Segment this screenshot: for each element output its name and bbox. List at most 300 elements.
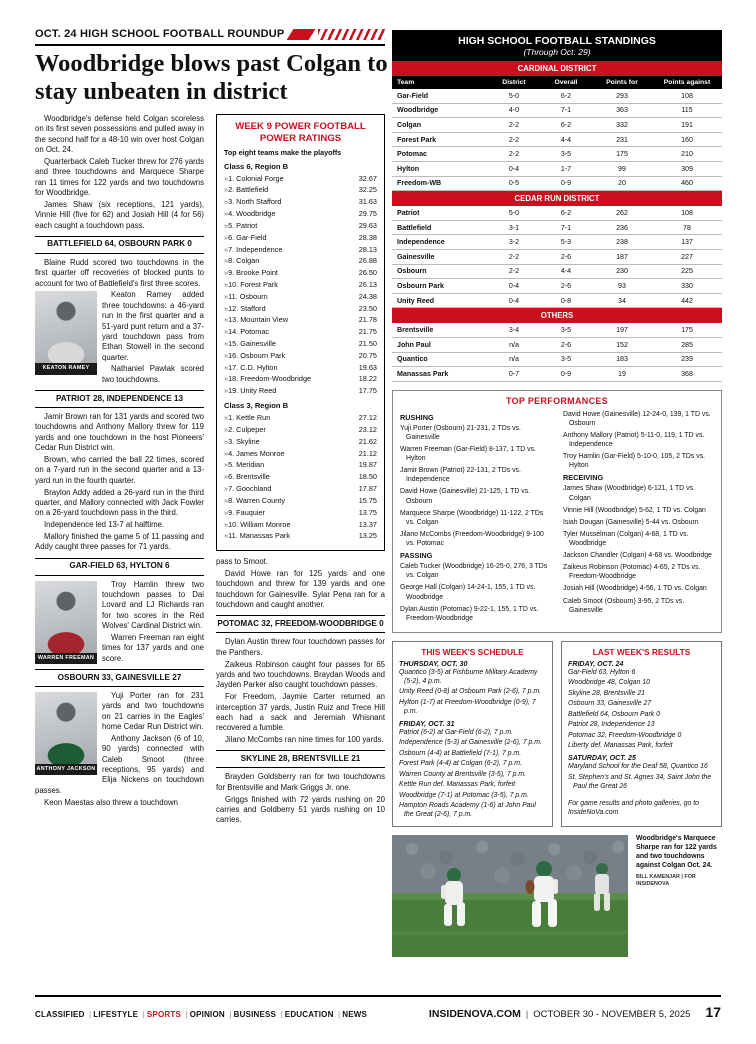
rating-team: » 6. Brentsville <box>224 471 270 483</box>
red-stripe-icon <box>287 29 316 40</box>
standings-row <box>392 103 722 118</box>
footer-nav-opinion[interactable]: OPINION | <box>190 1010 232 1019</box>
stat-value: 34 <box>592 293 652 308</box>
stat-value: 3-4 <box>488 323 540 337</box>
stat-value: 175 <box>652 323 722 337</box>
article-column-2 <box>216 114 385 982</box>
power-ratings-subtitle: Top eight teams make the playoffs <box>224 148 342 157</box>
rating-team: » 5. Meridian <box>224 459 264 471</box>
stat-value: 0-4 <box>488 161 540 176</box>
stat-value: 0-4 <box>488 279 540 294</box>
rating-row <box>224 208 377 220</box>
rating-row <box>224 255 377 267</box>
stat-value: 6-2 <box>540 206 592 220</box>
district-bar-row <box>392 191 722 207</box>
results-note: For game results and photo galleries, go to InsideNoVa.com <box>568 799 699 816</box>
rating-team: » 1. Kettle Run <box>224 412 270 424</box>
rating-row <box>224 184 377 196</box>
team-name: Freedom-WB <box>392 176 488 191</box>
rating-value: 28.38 <box>358 232 377 242</box>
rating-row <box>224 196 377 208</box>
stat-value: n/a <box>488 337 540 352</box>
headshot <box>35 581 97 664</box>
standings-row <box>392 264 722 279</box>
stat-value: 262 <box>592 206 652 220</box>
standings-row <box>392 89 722 103</box>
rating-team: » 12. Stafford <box>224 303 266 315</box>
diagonal-stripes-icon <box>318 29 385 40</box>
kicker-text: OCT. 24 HIGH SCHOOL FOOTBALL ROUNDUP <box>35 28 285 40</box>
standings-row <box>392 235 722 250</box>
footer-site[interactable]: INSIDENOVA.COM <box>428 1008 521 1020</box>
performance-entry: Vinnie Hill (Woodbridge) 5-62, 1 TD vs. Colgan <box>563 506 706 514</box>
day-heading: THURSDAY, OCT. 30 <box>399 659 468 668</box>
stat-value: 4-4 <box>540 264 592 279</box>
stat-value: 1-7 <box>540 161 592 176</box>
standings-row <box>392 132 722 147</box>
article-paragraph: Troy Hamlin threw two touchdown passes to Dai Lovard and LJ Richards ran for two scores in the Red Wolves' Cardinal District win. <box>102 579 204 631</box>
article-paragraph: Keon Maestas also threw a touchdown <box>44 797 178 807</box>
stat-value: 332 <box>592 118 652 133</box>
stat-value: 460 <box>652 176 722 191</box>
performance-category: RECEIVING <box>563 473 604 483</box>
article-paragraph: Jilano McCombs ran nine times for 100 yards. <box>225 735 384 745</box>
article-column-2-text <box>216 557 385 826</box>
rating-team: » 5. Patriot <box>224 220 257 232</box>
performance-entry: Troy Hamlin (Gar-Field) 5-10-0, 105, 2 TDs vs. Hylton <box>563 453 706 470</box>
stat-value: 236 <box>592 220 652 235</box>
team-name: Hylton <box>392 161 488 176</box>
rating-value: 31.63 <box>358 197 377 207</box>
game-line: St. Stephen's and St. Agnes 34, Saint John the Paul the Great 26 <box>568 773 712 790</box>
rating-row <box>224 424 377 436</box>
standings-row <box>392 176 722 191</box>
stat-value: 160 <box>652 132 722 147</box>
rating-value: 21.78 <box>358 315 377 325</box>
stat-value: 239 <box>652 352 722 367</box>
standings-column-header: Points for <box>592 76 652 89</box>
stat-value: 0-7 <box>488 367 540 382</box>
rating-value: 21.62 <box>358 436 377 446</box>
stat-value: 99 <box>592 161 652 176</box>
game-line: Hampton Roads Academy (1-6) at John Paul the Great (2-6), 7 p.m. <box>399 802 536 818</box>
stat-value: 0-9 <box>540 176 592 191</box>
section-heading: POTOMAC 32, FREEDOM-WOODBRIDGE 0 <box>216 615 385 633</box>
game-line: Patriot 28, Independence 13 <box>568 721 655 729</box>
game-line: Liberty def. Manassas Park, forfeit <box>568 742 673 750</box>
performances-column-right <box>563 410 714 626</box>
standings-section <box>392 30 722 382</box>
standings-column-header: Overall <box>540 76 592 89</box>
stat-value: 115 <box>652 103 722 118</box>
stat-value: 137 <box>652 235 722 250</box>
footer-nav-education[interactable]: EDUCATION | <box>285 1010 340 1019</box>
stat-value: 210 <box>652 147 722 162</box>
article-paragraph: For Freedom, Jaymie Carter returned an interception 37 yards, Justin Ruiz and Trece Hill each had a sack and Jeremiah Whisnant recovered a fumble. <box>216 692 385 733</box>
section-heading: SKYLINE 28, BRENTSVILLE 21 <box>216 750 385 768</box>
rating-team: » 7. Goochland <box>224 483 271 495</box>
rating-team: » 1. Colonial Forge <box>224 173 284 185</box>
article-paragraph: Yuji Porter ran for 231 yards and two touchdowns on 21 carries in the Eagles' home Cedar Run District win. <box>102 690 204 732</box>
day-heading: FRIDAY, OCT. 24 <box>568 659 624 668</box>
player-photo <box>35 581 97 653</box>
team-name: Unity Reed <box>392 293 488 308</box>
stat-value: 2-6 <box>540 279 592 294</box>
rating-value: 13.37 <box>358 519 377 529</box>
stat-value: 6-2 <box>540 89 592 103</box>
rating-value: 18.22 <box>358 374 377 384</box>
article-paragraph: James Shaw (six receptions, 121 yards), Vinnie Hill (five for 62) and Josiah Hill (4 for 56) each caught a touchdown pass. <box>35 199 204 230</box>
performance-entry: Jilano McCombs (Freedom-Woodbridge) 9-100 vs. Potomac <box>400 530 544 548</box>
stat-value: 285 <box>652 337 722 352</box>
game-line: Quantico (3-5) at Fishburne Military Academy (5-2), 4 p.m. <box>399 668 538 685</box>
article-paragraph: Brown, who carried the ball 22 times, scored on a 7-yard run in the second quarter and a 13-yard run in the fourth quarter. <box>35 455 204 485</box>
game-line: Woodbridge 48, Colgan 10 <box>568 679 650 687</box>
game-line: Skyline 28, Brentsville 21 <box>568 689 645 697</box>
rating-value: 32.67 <box>358 173 377 183</box>
stat-value: 108 <box>652 89 722 103</box>
rating-value: 21.75 <box>358 327 377 337</box>
kicker <box>35 28 385 46</box>
rating-value: 21.12 <box>358 448 377 458</box>
headshot-caption: WARREN FREEMAN <box>35 653 97 664</box>
team-name: Osbourn Park <box>392 279 488 294</box>
rating-value: 21.50 <box>358 339 377 349</box>
team-name: Manassas Park <box>392 367 488 382</box>
article-paragraph: Braylon Addy added a 26-yard run in the third quarter, and Mallory connected with Jack Fowler on a 26-yard touchdown pass in the third. <box>35 487 204 518</box>
district-bar: CARDINAL DISTRICT <box>392 61 722 76</box>
ratings-group-label: Class 6, Region B <box>224 161 289 171</box>
stat-value: 368 <box>652 367 722 382</box>
rating-row <box>224 471 377 483</box>
footer-separator: | <box>525 1009 529 1019</box>
performance-entry: Anthony Mallory (Patriot) 5-11-0, 119, 1 TD vs. Independence <box>563 431 705 449</box>
rating-value: 15.75 <box>358 495 377 505</box>
article-paragraph: Nathaniel Pawlak scored two touchdowns. <box>102 364 204 384</box>
footer <box>35 995 721 1020</box>
section-heading: BATTLEFIELD 64, OSBOURN PARK 0 <box>35 236 204 254</box>
rating-team: » 17. C.D. Hylton <box>224 362 278 374</box>
article-paragraph: Dylan Austin threw four touchdown passes for the Panthers. <box>216 637 385 657</box>
article-paragraph: David Howe ran for 125 yards and one touchdown and threw for 139 yards and one touchdown for Gainesville. Sylar Pena ran for a touchdown and caught another. <box>216 569 385 610</box>
game-line: Patriot (6-2) at Gar-Field (6-2), 7 p.m. <box>399 728 513 736</box>
performance-entry: Marquece Sharpe (Woodbridge) 11-122, 2 TDs vs. Colgan <box>400 509 544 526</box>
rating-team: » 10. Forest Park <box>224 279 278 291</box>
stat-value: 225 <box>652 264 722 279</box>
standings-row <box>392 367 722 382</box>
stat-value: 5-0 <box>488 89 540 103</box>
results-box <box>561 641 722 828</box>
player-photo <box>35 291 97 363</box>
rating-value: 13.75 <box>358 507 377 517</box>
rating-value: 13.25 <box>358 531 377 541</box>
stat-value: 4-4 <box>540 132 592 147</box>
stat-value: 0-9 <box>540 367 592 382</box>
rating-value: 26.88 <box>358 256 377 266</box>
rating-team: » 2. Battlefield <box>224 184 268 196</box>
standings-row <box>392 118 722 133</box>
game-line: Battlefield 64, Osbourn Park 0 <box>568 710 660 718</box>
stat-value: 7-1 <box>540 220 592 235</box>
performance-entry: Warren Freeman (Gar-Field) 8-137, 1 TD vs. Hylton <box>400 446 536 463</box>
stat-value: 175 <box>592 147 652 162</box>
article-paragraph: Griggs finished with 72 yards rushing on 20 carries and Goldberry 51 yards rushing on 10 carries. <box>216 794 385 825</box>
rating-row <box>224 267 377 279</box>
schedule-title: THIS WEEK'S SCHEDULE <box>421 646 524 657</box>
stat-value: 187 <box>592 249 652 264</box>
footer-right <box>429 1004 721 1020</box>
rating-team: » 10. William Monroe <box>224 519 291 531</box>
power-ratings-box <box>216 114 385 551</box>
stat-value: 363 <box>592 103 652 118</box>
rating-row <box>224 448 377 460</box>
standings-row <box>392 279 722 294</box>
standings-column-header: Team <box>392 76 488 89</box>
team-name: Forest Park <box>392 132 488 147</box>
rating-value: 29.75 <box>358 209 377 219</box>
rating-value: 23.50 <box>358 303 377 313</box>
article-column-1 <box>35 114 204 982</box>
game-line: Forest Park (4-4) at Colgan (6-2), 7 p.m. <box>399 760 522 768</box>
stat-value: 93 <box>592 279 652 294</box>
rating-row <box>224 220 377 232</box>
stat-value: 2-2 <box>488 147 540 162</box>
article-paragraph: Zaikeus Robinson caught four passes for 65 yards and two touchdowns. Braydan Woods and Jayden Parker also caught touchdown passes. <box>216 659 385 690</box>
stat-value: 227 <box>652 249 722 264</box>
footer-date: OCTOBER 30 - NOVEMBER 5, 2025 <box>533 1009 691 1020</box>
performance-entry: Josiah Hill (Woodbridge) 4-56, 1 TD vs. Colgan <box>563 585 707 593</box>
rating-team: » 14. Potomac <box>224 326 269 338</box>
game-line: Warren County at Brentsville (3-5), 7 p.m. <box>399 770 527 778</box>
rating-row <box>224 483 377 495</box>
stat-value: 2-6 <box>540 337 592 352</box>
game-line: Osbourn (4-4) at Battlefield (7-1), 7 p.m. <box>399 749 522 757</box>
article-paragraph: pass to Smoot. <box>216 557 269 567</box>
rating-value: 24.38 <box>358 291 377 301</box>
performance-entry: Isiah Dougan (Gainesville) 5-44 vs. Osbourn <box>563 518 699 526</box>
rating-row <box>224 314 377 326</box>
game-line: Potomac 32, Freedom-Woodbridge 0 <box>568 731 682 739</box>
rating-value: 26.13 <box>358 279 377 289</box>
team-name: Osbourn <box>392 264 488 279</box>
rating-team: » 11. Osbourn <box>224 291 268 303</box>
stat-value: 3-1 <box>488 220 540 235</box>
section-heading: PATRIOT 28, INDEPENDENCE 13 <box>35 390 204 408</box>
performance-entry: Yuji Porter (Osbourn) 21-231, 2 TDs vs. Gainesville <box>400 424 521 441</box>
stat-value: 3-5 <box>540 352 592 367</box>
photo-row <box>392 835 722 957</box>
section-heading: OSBOURN 33, GAINESVILLE 27 <box>35 669 204 687</box>
performance-entry: David Howe (Gainesville) 21-125, 1 TD vs. Osbourn <box>400 488 531 505</box>
rating-team: » 4. James Monroe <box>224 448 284 460</box>
district-bar-row <box>392 61 722 76</box>
standings-subtitle: (Through Oct. 29) <box>523 47 591 57</box>
game-line: Woodbridge (7-1) at Potomac (3-5), 7 p.m. <box>399 791 529 799</box>
game-line: Kettle Run def. Manassas Park, forfeit <box>399 781 516 789</box>
game-line: Independence (5-3) at Gainesville (2-6), 7 p.m. <box>399 739 542 747</box>
rating-row <box>224 385 377 397</box>
rating-value: 28.13 <box>358 244 377 254</box>
article-paragraph: Quarterback Caleb Tucker threw for 276 yards and three touchdowns and Marquece Sharpe ran 11 times for 122 yards and two touchdowns for Woodbridge. <box>35 156 204 198</box>
team-name: Woodbridge <box>392 103 488 118</box>
rating-value: 27.12 <box>358 413 377 423</box>
standings-table <box>392 61 722 382</box>
power-ratings-list <box>224 162 377 543</box>
rating-row <box>224 362 377 374</box>
stat-value: 0-8 <box>540 293 592 308</box>
article-paragraph: Jamir Brown ran for 131 yards and scored two touchdowns and Anthony Mallory threw for 119 yards and one touchdown in the host Pioneers' Cedar Run District win. <box>35 412 204 453</box>
rating-row <box>224 303 377 315</box>
rating-value: 17.87 <box>358 484 377 494</box>
schedule-list <box>399 660 546 820</box>
performance-entry: George Hall (Colgan) 14-24-1, 155, 1 TD vs. Woodbridge <box>400 584 536 601</box>
stat-value: 108 <box>652 206 722 220</box>
game-line: Gar-Field 63, Hylton 6 <box>568 668 636 676</box>
performance-category: PASSING <box>400 551 433 561</box>
game-line: Unity Reed (0-8) at Osbourn Park (2-6), 7 p.m. <box>399 688 542 696</box>
stat-value: 309 <box>652 161 722 176</box>
page-number: 17 <box>705 1004 721 1020</box>
performance-entry: Jackson Chandler (Colgan) 4-68 vs. Woodbridge <box>563 552 712 560</box>
stat-value: 0-4 <box>488 293 540 308</box>
stat-value: 7-1 <box>540 103 592 118</box>
schedule-box <box>392 641 553 828</box>
stat-value: 3-2 <box>488 235 540 250</box>
game-line: Hylton (1-7) at Freedom-Woodbridge (0-9), 7 p.m. <box>399 698 536 715</box>
performance-entry: James Shaw (Woodbridge) 6-121, 1 TD vs. Colgan <box>563 485 695 502</box>
game-line: Maryland School for the Deaf 58, Quantico 16 <box>568 763 708 771</box>
rating-team: » 3. Skyline <box>224 436 260 448</box>
rating-row <box>224 350 377 362</box>
photo-credit: BILL KAMENJAR | FOR INSIDENOVA <box>636 874 696 888</box>
photo-caption <box>636 835 722 888</box>
team-name: Gar-Field <box>392 89 488 103</box>
stat-value: 78 <box>652 220 722 235</box>
rating-row <box>224 459 377 471</box>
performance-entry: Zaikeus Robinson (Potomac) 4-65, 2 TDs vs. Freedom-Woodbridge <box>563 564 701 581</box>
rating-row <box>224 279 377 291</box>
article-paragraph: Warren Freeman ran eight times for 137 yards and one score. <box>102 632 204 663</box>
article-paragraph: Independence led 13-7 at halftime. <box>44 520 165 530</box>
rating-team: » 11. Manassas Park <box>224 530 290 542</box>
stat-value: 330 <box>652 279 722 294</box>
rating-team: » 8. Colgan <box>224 255 259 267</box>
rating-team: » 15. Gainesville <box>224 338 276 350</box>
standings-row <box>392 293 722 308</box>
stat-value: 6-2 <box>540 118 592 133</box>
standings-row <box>392 147 722 162</box>
standings-row <box>392 206 722 220</box>
article-paragraph: Woodbridge's defense held Colgan scoreless on its first seven possessions and pulled away in the second half for a 48-10 win over host Colgan on Oct. 24. <box>35 114 204 155</box>
rating-value: 23.12 <box>358 425 377 435</box>
stat-value: 3-5 <box>540 323 592 337</box>
team-name: Potomac <box>392 147 488 162</box>
standings-row <box>392 337 722 352</box>
rating-team: » 2. Culpeper <box>224 424 266 436</box>
rating-team: » 4. Woodbridge <box>224 208 275 220</box>
performance-entry: Dylan Austin (Potomac) 9-22-1, 155, 1 TD vs. Freedom-Woodbridge <box>400 605 539 622</box>
team-name: Brentsville <box>392 323 488 337</box>
rating-value: 19.63 <box>358 362 377 372</box>
team-name: Battlefield <box>392 220 488 235</box>
district-bar-row <box>392 308 722 324</box>
footer-nav-lifestyle[interactable]: LIFESTYLE | <box>93 1010 145 1019</box>
performance-category: RUSHING <box>400 412 434 422</box>
rating-row <box>224 173 377 185</box>
results-list <box>568 660 715 792</box>
rating-value: 20.75 <box>358 350 377 360</box>
article-body <box>35 114 385 982</box>
article-paragraph: Brayden Goldsberry ran for two touchdowns for Brentsville and Mark Griggs Jr. one. <box>216 772 385 792</box>
standings-row <box>392 323 722 337</box>
headshot-caption: ANTHONY JACKSON <box>35 764 97 775</box>
stat-value: 293 <box>592 89 652 103</box>
article-paragraph: Keaton Ramey added three touchdowns: a 46-yard run in the first quarter and a 51-yard punt return and a 37-yard touchdown pass from Ethan Stowell in the second quarter. <box>102 290 204 362</box>
rating-value: 32.25 <box>358 185 377 195</box>
stat-value: 2-2 <box>488 132 540 147</box>
right-rail <box>392 30 722 957</box>
rating-row <box>224 326 377 338</box>
ratings-group-label: Class 3, Region B <box>224 401 289 411</box>
stat-value: 152 <box>592 337 652 352</box>
performance-entry: Jamir Brown (Patriot) 22-131, 2 TDs vs. Independence <box>400 467 521 484</box>
stat-value: 183 <box>592 352 652 367</box>
day-heading: SATURDAY, OCT. 25 <box>568 754 636 763</box>
team-name: Gainesville <box>392 249 488 264</box>
stat-value: 4-0 <box>488 103 540 118</box>
rating-row <box>224 373 377 385</box>
footer-nav-sports[interactable]: SPORTS | <box>147 1010 188 1019</box>
stat-value: 2-2 <box>488 118 540 133</box>
results-title: LAST WEEK'S RESULTS <box>592 646 691 657</box>
schedule-results-row <box>392 641 722 828</box>
team-name: John Paul <box>392 337 488 352</box>
standings-title: HIGH SCHOOL FOOTBALL STANDINGS <box>458 35 656 47</box>
rating-value: 17.75 <box>358 386 377 396</box>
stat-value: 5-0 <box>488 206 540 220</box>
stat-value: 5-3 <box>540 235 592 250</box>
stat-value: 442 <box>652 293 722 308</box>
footer-nav-news[interactable]: NEWS <box>342 1010 368 1019</box>
district-bar: OTHERS <box>392 308 722 324</box>
headshot <box>35 291 97 374</box>
rating-team: » 16. Osbourn Park <box>224 350 285 362</box>
article-paragraph: Anthony Jackson (6 of 10, 90 yards) connected with Caleb Smoot (three receptions, 95 yards) and Elija Nickens on touchdown passes. <box>35 733 204 795</box>
game-photo <box>392 835 628 957</box>
stat-value: 20 <box>592 176 652 191</box>
game-line: Osbourn 33, Gainesville 27 <box>568 700 652 708</box>
stat-value: 0-5 <box>488 176 540 191</box>
section-heading: GAR-FIELD 63, HYLTON 6 <box>35 558 204 576</box>
team-name: Colgan <box>392 118 488 133</box>
rating-team: » 3. North Stafford <box>224 196 281 208</box>
stat-value: 197 <box>592 323 652 337</box>
performance-entry: Caleb Smoot (Osbourn) 3-95, 2 TDs vs. Gainesville <box>563 597 685 614</box>
district-bar: CEDAR RUN DISTRICT <box>392 191 722 207</box>
footer-nav-business[interactable]: BUSINESS | <box>234 1010 283 1019</box>
rating-value: 19.87 <box>358 460 377 470</box>
footer-nav-classified[interactable]: CLASSIFIED | <box>35 1010 91 1019</box>
stat-value: 19 <box>592 367 652 382</box>
footer-nav <box>35 1010 369 1019</box>
performance-entry: David Howe (Gainesville) 12-24-0, 139, 1 TD vs. Osbourn <box>563 410 711 427</box>
rating-value: 26.50 <box>358 268 377 278</box>
rating-team: » 9. Fauquier <box>224 507 265 519</box>
article-paragraph: Mallory finished the game 5 of 11 passing and Addy caught three passes for 71 yards. <box>35 532 204 552</box>
rating-row <box>224 519 377 531</box>
performance-entry: Caleb Tucker (Woodbridge) 16-25-0, 276, 3 TDs vs. Colgan <box>400 563 548 580</box>
player-photo <box>35 692 97 764</box>
